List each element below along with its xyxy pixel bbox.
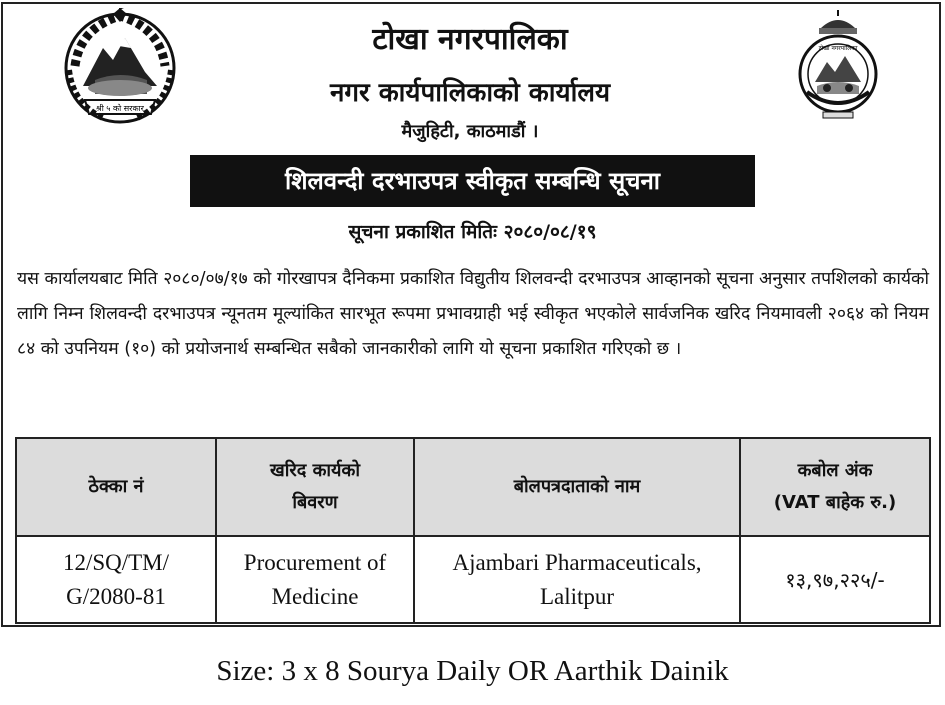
table-row xyxy=(16,536,930,623)
header-contract-no: ठेक्का नं xyxy=(16,438,216,536)
header-bidder: बोलपत्रदाताको नाम xyxy=(414,438,740,536)
header-description: खरिद कार्यको बिवरण xyxy=(216,438,414,536)
office-name: नगर कार्यपालिकाको कार्यालय xyxy=(329,78,611,108)
tokha-municipality-logo-icon xyxy=(793,10,883,122)
cell-amount: १३,९७,२२५/- xyxy=(740,536,930,623)
cell-description: Procurement of Medicine xyxy=(216,536,414,623)
office-address: मैजुहिटी, काठमाडौं । xyxy=(401,121,539,142)
notice-title: शिलवन्दी दरभाउपत्र स्वीकृत सम्बन्धि सूचना xyxy=(190,155,755,207)
notice-body: यस कार्यालयबाट मिति २०८०/०७/१७ को गोरखापत्र दैनिकमा प्रकाशित विद्युतीय शिलवन्दी दरभाउपत्र आव्हानको सूचना अनुसार तपशिलको कार्यको लागि निम्न शिलवन्दी दरभाउपत्र न्यूनतम मूल्यांकित सारभूत रूपमा प्रभावग्राही भई स्वीकृत भएकोले सार्वजनिक खरिद नियमावली २०६४ को नियम ८४ को उपनियम (१०) को प्रयोजनार्थ सम्बन्धित सबैको जानकारीको लागि यो सूचना प्रकाशित गरिएको छ । xyxy=(17,269,930,359)
cell-bidder: Ajambari Pharmaceuticals, Lalitpur xyxy=(414,536,740,623)
logo-caption: टोखा नगरपालिका xyxy=(818,45,858,52)
nepal-government-emblem-icon xyxy=(55,8,185,128)
cell-contract-no: 12/SQ/TM/ G/2080-81 xyxy=(16,536,216,623)
ad-size-note: Size: 3 x 8 Sourya Daily OR Aarthik Dainik xyxy=(216,655,729,687)
award-table xyxy=(15,437,931,624)
table-header-row xyxy=(16,438,930,536)
emblem-caption: श्री ५ को सरकार xyxy=(96,104,144,113)
header-amount: कबोल अंक (VAT बाहेक रु.) xyxy=(740,438,930,536)
municipality-name: टोखा नगरपालिका xyxy=(372,22,568,57)
publish-date: सूचना प्रकाशित मितिः २०८०/०८/१९ xyxy=(348,221,597,243)
